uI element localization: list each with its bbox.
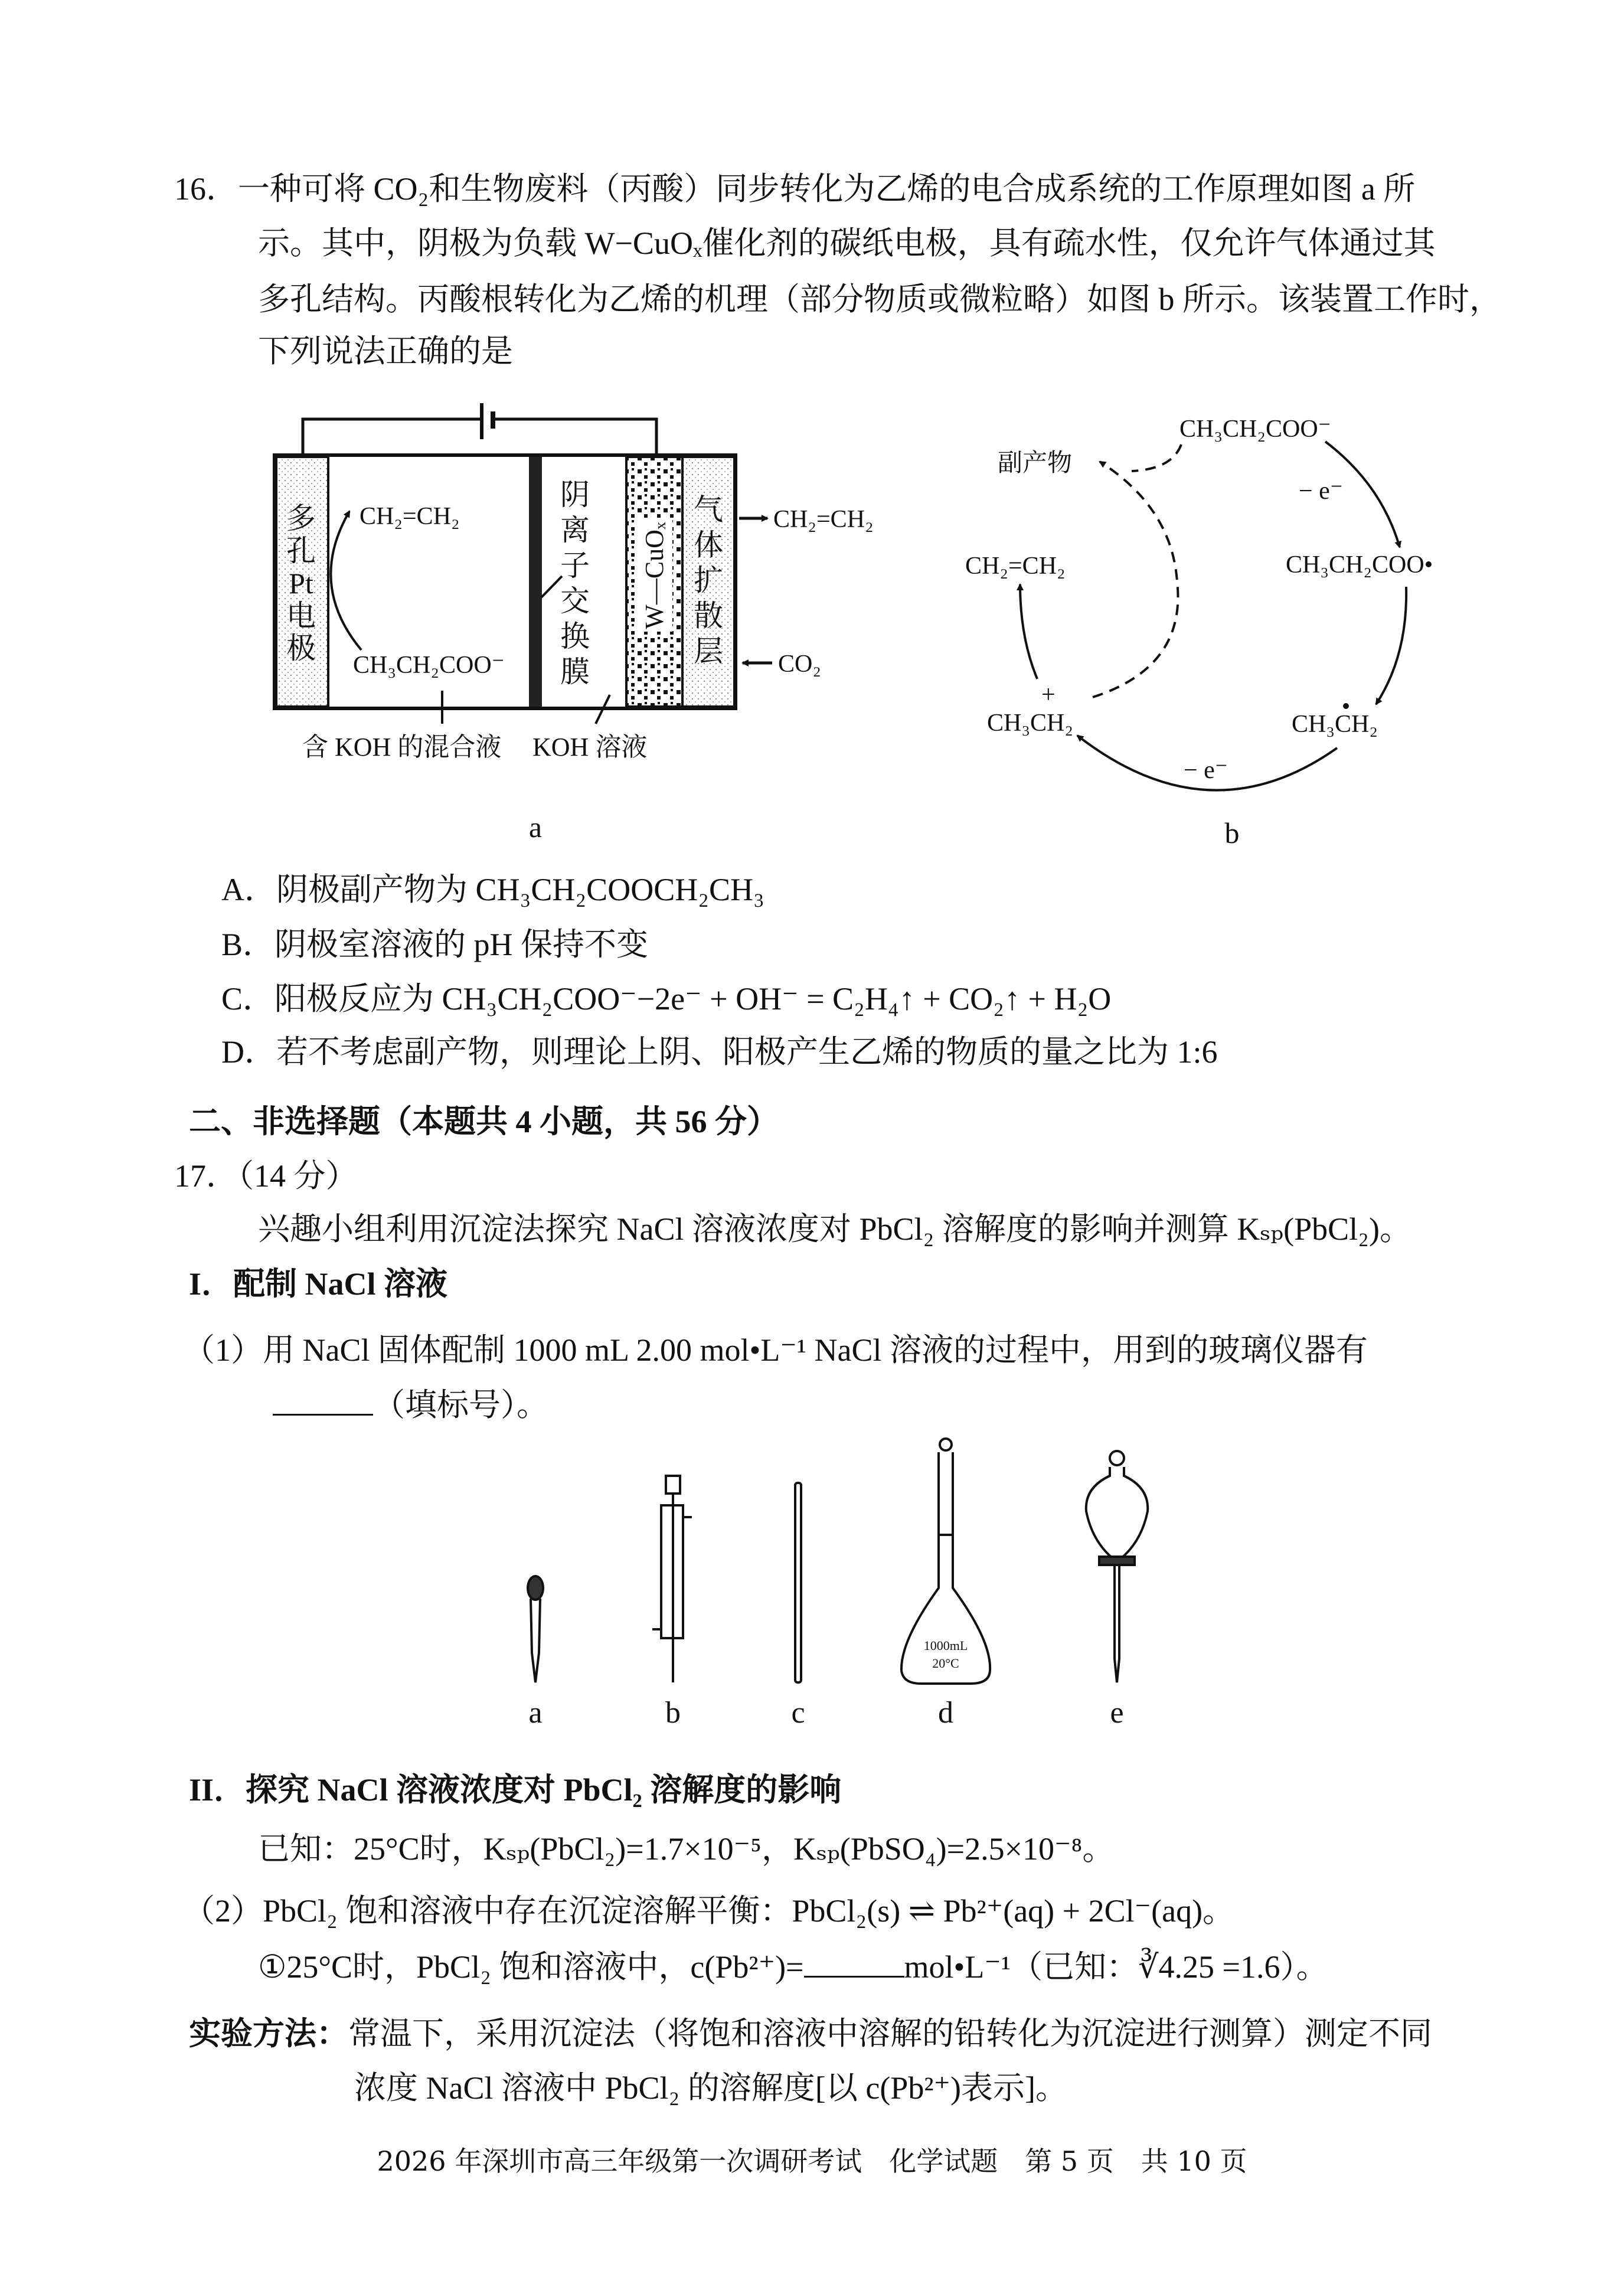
co2-label: CO₂ [778, 651, 821, 678]
part2-title: II．探究 NaCl 溶液浓度对 PbCl₂ 溶解度的影响 [189, 1772, 842, 1808]
glassware-label-e: e [1110, 1696, 1124, 1730]
page-footer: 2026 年深圳市高三年级第一次调研考试 化学试题 第 5 页 共 10 页 [377, 2145, 1247, 2177]
step1-label: − e⁻ [1299, 478, 1343, 505]
cathode-product-label: CH₂=CH₂ [773, 506, 874, 533]
anode-reaction-arrow [331, 511, 361, 650]
q16-line-3: 多孔结构。丙酸根转化为乙烯的机理（部分物质或微粒略）如图 b 所示。该装置工作时， [258, 282, 1501, 317]
method-text: 常温下，采用沉淀法（将饱和溶液中溶解的铅转化为沉淀进行测算）测定不同 [348, 2016, 1432, 2051]
acyloxy-radical-label: CH₃CH₂COO• [1286, 551, 1433, 579]
ethyl-cation-label: CH₃CH₂ [987, 710, 1073, 737]
answer-blank[interactable] [273, 1390, 373, 1416]
ethylene-label: CH₂=CH₂ [965, 553, 1066, 580]
dropper-icon [528, 1576, 543, 1682]
arrow-decarboxylation [1376, 587, 1406, 704]
figure-a-cell [275, 403, 874, 844]
membrane-label-char: 子 [560, 549, 590, 582]
dashed-arrow-propionate-byproduct [1132, 445, 1181, 471]
figure-a-caption: a [528, 811, 543, 844]
glassware-label-c: c [791, 1696, 805, 1730]
q2-sub1 [258, 1948, 1328, 1986]
membrane-label-char: 交 [560, 584, 590, 617]
electrode-label-char: 孔 [286, 534, 316, 567]
membrane-label-char: 膜 [560, 655, 590, 688]
membrane-pointer [541, 576, 562, 597]
q1-line-1: （1）用 NaCl 固体配制 1000 mL 2.00 mol•L⁻¹ NaCl 溶液的过程中，用到的玻璃仪器有 [183, 1332, 1368, 1368]
cation-charge: + [1041, 681, 1056, 708]
answer-blank[interactable] [804, 1952, 904, 1978]
q2-sub1-prefix: ①25°C时，PbCl₂ 饱和溶液中，c(Pb²⁺)= [258, 1949, 804, 1985]
flask-volume-label: 1000mL [923, 1638, 968, 1653]
membrane-label-char: 换 [560, 620, 590, 653]
figure-b-caption: b [1224, 816, 1240, 849]
electrode-label-char: Pt [289, 567, 313, 600]
part1-title: I．配制 NaCl 溶液 [189, 1266, 448, 1302]
q2-sub1-suffix: mol•L⁻¹（已知：∛4.25 =1.6）。 [904, 1949, 1328, 1985]
q17-intro: 兴趣小组利用沉淀法探究 NaCl 溶液浓度对 PbCl₂ 溶解度的影响并测算 Kₛₚ(PbCl₂)。 [258, 1211, 1411, 1247]
known-constants: 已知：25°C时，Kₛₚ(PbCl₂)=1.7×10⁻⁵，Kₛₚ(PbSO₄)=2.5×10⁻⁸。 [258, 1831, 1115, 1867]
q16-line-1: 16．一种可将 CO₂和生物废料（丙酸）同步转化为乙烯的电合成系统的工作原理如图 a 所 [174, 171, 1416, 207]
electrode-label-char: 多 [286, 502, 316, 535]
glassware-label-d: d [938, 1696, 953, 1730]
gas-layer-label-char: 体 [694, 528, 723, 561]
koh-solution-label: KOH 溶液 [532, 733, 648, 762]
dashed-arrow-cation-byproduct [1093, 462, 1178, 697]
q16-line-4: 下列说法正确的是 [258, 334, 513, 369]
propionate-label: CH₃CH₂COO⁻ [1179, 416, 1331, 443]
q2-equilibrium: （2）PbCl₂ 饱和溶液中存在沉淀溶解平衡：PbCl₂(s) ⇌ Pb²⁺(aq) + 2Cl⁻(aq)。 [183, 1893, 1235, 1929]
anode-product-label: CH₂=CH₂ [360, 503, 460, 530]
step2-label: − e⁻ [1184, 757, 1228, 784]
method-line-2: 浓度 NaCl 溶液中 PbCl₂ 的溶解度[以 c(Pb²⁺)表示]。 [354, 2070, 1067, 2106]
membrane-label-char: 离 [560, 514, 590, 547]
option-a: A．阴极副产物为 CH₃CH₂COOCH₂CH₃ [221, 872, 764, 907]
method-label: 实验方法： [189, 2016, 348, 2051]
gas-layer-label-char: 扩 [694, 564, 723, 597]
option-c: C．阳极反应为 CH₃CH₂COO⁻−2e⁻ + OH⁻ = C₂H₄↑ + CO₂↑ + H₂O [221, 981, 1112, 1017]
membrane-label-char: 阴 [560, 478, 590, 511]
separatory-funnel-icon [1086, 1451, 1148, 1682]
ethyl-radical-label: CH₃CH₂ [1292, 711, 1378, 738]
q1-suffix: （填标号）。 [373, 1387, 548, 1423]
figure-b-mechanism [965, 416, 1433, 849]
glassware-label-a: a [528, 1696, 543, 1730]
option-d: D．若不考虑副产物，则理论上阴、阳极产生乙烯的物质的量之比为 1:6 [221, 1034, 1218, 1070]
q16-line-2: 示。其中，阴极为负载 W−CuOₓ催化剂的碳纸电极，具有疏水性，仅允许气体通过其 [258, 226, 1436, 261]
section-title: 二、非选择题（本题共 4 小题，共 56 分） [189, 1104, 779, 1139]
electrode-label-char: 电 [286, 599, 316, 632]
glass-rod-icon [795, 1483, 801, 1682]
option-b: B．阴极室溶液的 pH 保持不变 [221, 927, 649, 962]
gas-layer-label-char: 层 [694, 635, 723, 668]
anode-reactant-label: CH₃CH₂COO⁻ [353, 652, 505, 679]
glassware-label-b: b [665, 1696, 681, 1730]
condenser-icon [652, 1476, 692, 1682]
flask-temp-label: 20°C [932, 1656, 959, 1671]
circuit-wire [303, 419, 656, 455]
electrode-label-char: 极 [286, 632, 316, 665]
method-line-1 [189, 2015, 1432, 2053]
byproduct-label: 副产物 [998, 450, 1073, 477]
gas-layer-label-char: 散 [694, 599, 723, 632]
catalyst-label: W—CuOₓ [640, 522, 669, 629]
q1-line-2 [273, 1386, 548, 1424]
anion-exchange-membrane [529, 457, 542, 707]
radical-dot-icon [1343, 703, 1349, 709]
gas-layer-label-char: 气 [694, 493, 723, 526]
arrow-to-ethylene [1020, 584, 1037, 679]
mixture-label: 含 KOH 的混合液 [302, 733, 502, 762]
q17-header: 17．（14 分） [174, 1158, 358, 1194]
glassware-figure [528, 1439, 1148, 1684]
